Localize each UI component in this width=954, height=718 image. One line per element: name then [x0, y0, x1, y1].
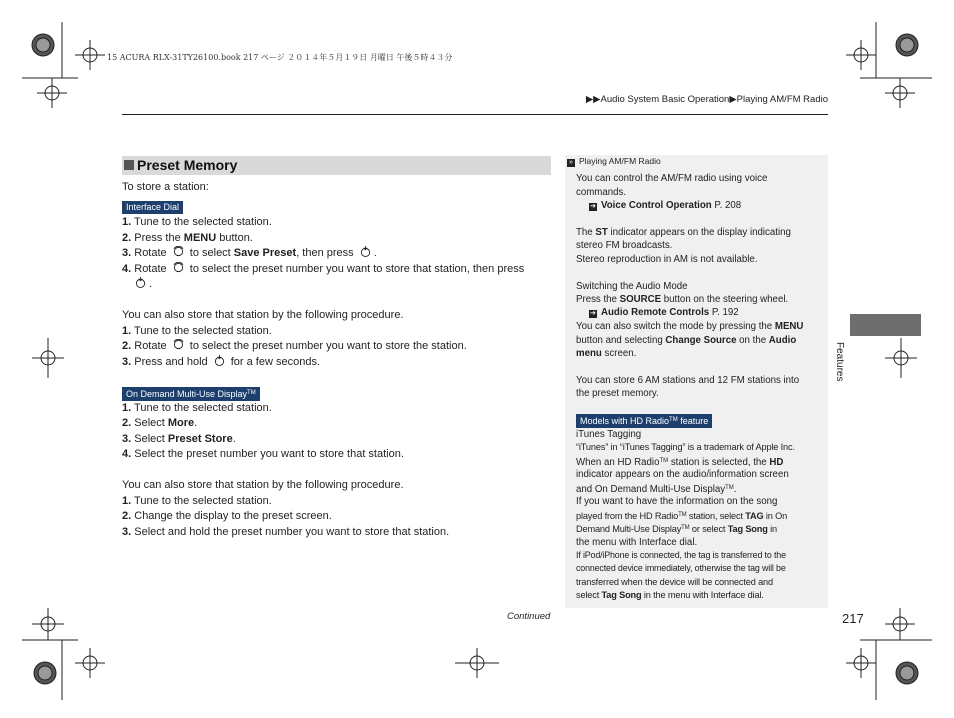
- intro-text: To store a station:: [122, 181, 209, 193]
- features-thumb-tab[interactable]: [850, 314, 921, 336]
- step-c4: 4. Select the preset number you want to store that station.: [122, 448, 404, 460]
- sidebar-line: “iTunes” in “iTunes Tagging” is a trademark of Apple Inc.: [576, 442, 795, 452]
- square-bullet-icon: [124, 160, 134, 170]
- step-b3: 3. Press and hold for a few seconds.: [122, 356, 321, 368]
- sidebar-line: You can store 6 AM stations and 12 FM stations into: [576, 375, 800, 386]
- breadcrumb: [586, 94, 828, 105]
- sidebar-subheading: Switching the Audio Mode: [576, 281, 688, 292]
- sidebar-line: The ST indicator appears on the display indicating: [576, 227, 791, 238]
- sidebar-line: and On Demand Multi-Use Display™.: [576, 484, 737, 495]
- step-a1: 1. Tune to the selected station.: [122, 216, 272, 228]
- alt-procedure-intro-2: You can also store that station by the following procedure.: [122, 479, 404, 491]
- section-title: Preset Memory: [137, 157, 238, 173]
- sidebar-line: If iPod/iPhone is connected, the tag is transferred to the: [576, 550, 786, 560]
- sidebar-line: Demand Multi-Use Display™ or select Tag Song in: [576, 524, 777, 534]
- rotate-dial-icon: [173, 339, 184, 350]
- press-dial-icon: [360, 246, 371, 257]
- sidebar-line: Stereo reproduction in AM is not available.: [576, 254, 758, 265]
- sidebar-line: You can also switch the mode by pressing the MENU: [576, 321, 804, 332]
- voice-control-link[interactable]: ➔ Voice Control Operation P. 208: [590, 200, 742, 211]
- step-d1: 1. Tune to the selected station.: [122, 495, 272, 507]
- print-meta-line: 15 ACURA RLX-31TY26100.book 217 ページ ２０１４年５月１９日 月曜日 午後５時４３分: [107, 53, 453, 62]
- audio-remote-link[interactable]: ➔ Audio Remote Controls P. 192: [590, 307, 739, 318]
- ref-arrow-icon: »: [567, 159, 575, 167]
- sidebar-line: commands.: [576, 187, 627, 198]
- step-a2: 2. Press the MENU button.: [122, 232, 253, 244]
- sidebar-line: If you want to have the information on the song: [576, 496, 778, 507]
- step-a4-cont: .: [132, 277, 152, 292]
- sidebar-line: button and selecting Change Source on the Audio: [576, 335, 797, 346]
- step-d2: 2. Change the display to the preset screen.: [122, 510, 332, 522]
- ref-arrow-icon: ➔: [590, 203, 596, 210]
- step-a3: 3. Rotate to select Save Preset, then press .: [122, 247, 377, 259]
- rotate-dial-icon: [173, 262, 184, 273]
- sidebar-line: indicator appears on the audio/information screen: [576, 469, 789, 480]
- sidebar-line: stereo FM broadcasts.: [576, 240, 673, 251]
- ref-arrow-icon: ➔: [590, 310, 596, 317]
- breadcrumb-link-audio-basic[interactable]: Audio System Basic Operation: [600, 94, 730, 105]
- step-d3: 3. Select and hold the preset number you want to store that station.: [122, 526, 450, 538]
- sidebar-line: You can control the AM/FM radio using voice: [576, 173, 768, 184]
- alt-procedure-intro-1: You can also store that station by the following procedure.: [122, 309, 404, 321]
- sidebar-line: the preset memory.: [576, 388, 659, 399]
- sidebar-line: Press the SOURCE button on the steering wheel.: [576, 294, 789, 305]
- sidebar-notes: [565, 155, 828, 608]
- step-c2: 2. Select More.: [122, 417, 198, 429]
- header-rule: [122, 114, 828, 115]
- press-dial-icon: [135, 277, 146, 288]
- sidebar-line: played from the HD Radio™ station, select TAG in On: [576, 511, 788, 521]
- sidebar-line: When an HD Radio™ station is selected, the HD: [576, 457, 784, 468]
- breadcrumb-link-am-fm[interactable]: Playing AM/FM Radio: [736, 94, 828, 105]
- step-c3: 3. Select Preset Store.: [122, 433, 236, 445]
- hd-radio-tag: Models with HD Radio™ feature: [576, 414, 712, 428]
- sidebar-line: transferred when the device will be connected and: [576, 577, 773, 587]
- sidebar-heading: » Playing AM/FM Radio: [567, 155, 661, 168]
- sidebar-line: select Tag Song in the menu with Interface dial.: [576, 590, 764, 600]
- press-dial-icon: [214, 355, 225, 366]
- page-number: 217: [842, 611, 864, 626]
- odmd-tag: On Demand Multi-Use Display™: [122, 387, 260, 401]
- sidebar-line: connected device immediately, otherwise the tag will be: [576, 563, 786, 573]
- step-c1: 1. Tune to the selected station.: [122, 402, 272, 414]
- continued-note: Continued: [507, 611, 551, 622]
- breadcrumb-arrow: ▶: [729, 94, 737, 105]
- sidebar-line: the menu with Interface dial.: [576, 537, 698, 548]
- step-a4: 4. Rotate to select the preset number you want to store that station, then press: [122, 263, 525, 275]
- step-b1: 1. Tune to the selected station.: [122, 325, 272, 337]
- step-b2: 2. Rotate to select the preset number you want to store the station.: [122, 340, 467, 352]
- interface-dial-tag: Interface Dial: [122, 201, 183, 214]
- sidebar-subheading: iTunes Tagging: [576, 429, 642, 440]
- sidebar-line: menu screen.: [576, 348, 637, 359]
- breadcrumb-arrows: ▶▶: [585, 94, 601, 105]
- features-tab-label: Features: [834, 342, 845, 382]
- rotate-dial-icon: [173, 246, 184, 257]
- section-title-bar: [122, 156, 551, 175]
